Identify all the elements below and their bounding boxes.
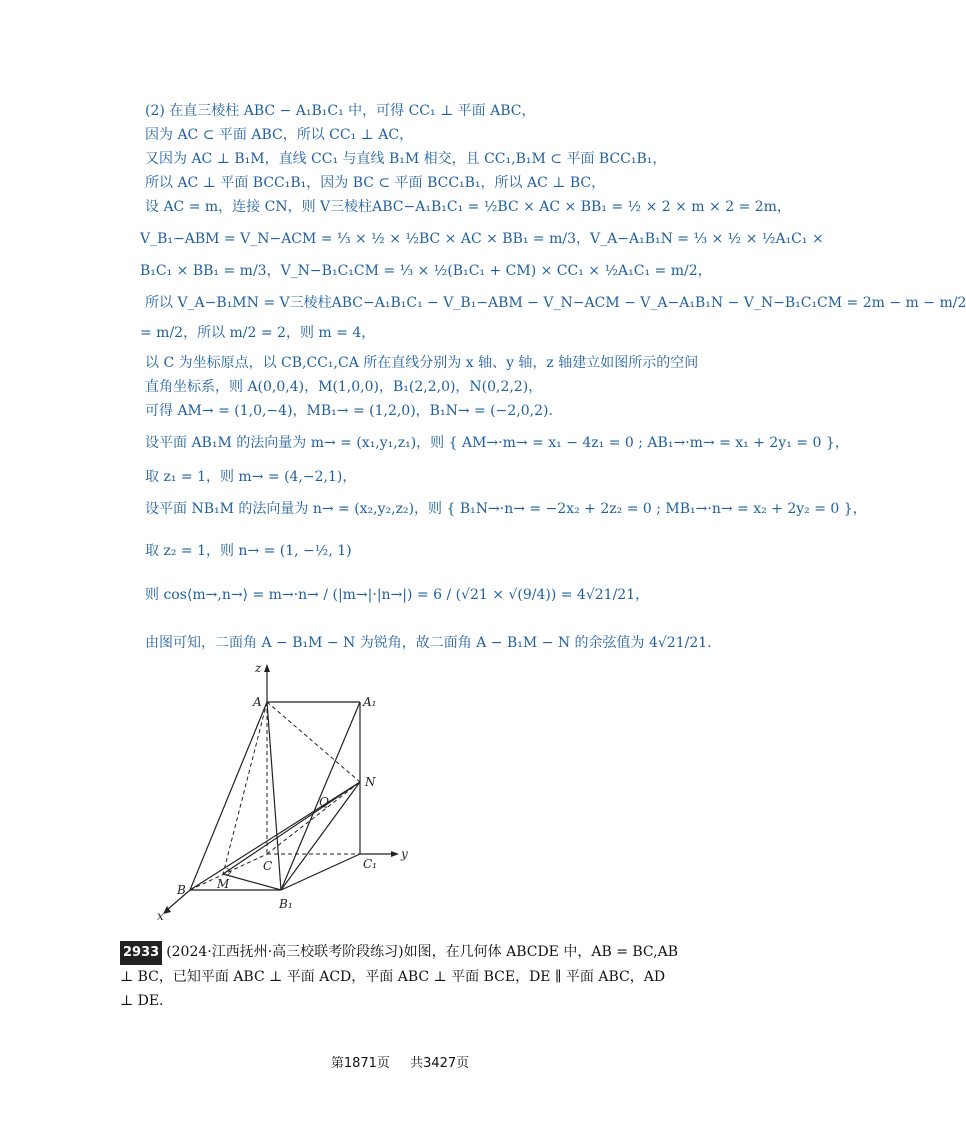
label-c1: C₁ bbox=[363, 857, 377, 871]
hidden-edge-a-n bbox=[267, 702, 360, 782]
z-arrow bbox=[264, 664, 270, 672]
problem-number: 2933 bbox=[120, 941, 162, 965]
solution-line-18: 由图可知，二面角 A − B₁M − N 为锐角，故二面角 A − B₁M − N 的余弦值为 4√21/21. bbox=[145, 635, 712, 651]
solution-line-10: 以 C 为坐标原点，以 CB,CC₁,CA 所在直线分别为 x 轴、y 轴，z 轴建立如图所示的空间 bbox=[145, 355, 699, 371]
solution-line-16: 取 z₂ = 1，则 n→ = (1, −½, 1) bbox=[145, 543, 352, 559]
solution-line-2: 因为 AC ⊂ 平面 ABC，所以 CC₁ ⊥ AC， bbox=[145, 127, 414, 143]
solution-line-4: 所以 AC ⊥ 平面 BCC₁B₁，因为 BC ⊂ 平面 BCC₁B₁，所以 AC ⊥ BC， bbox=[145, 175, 606, 191]
label-m: M bbox=[217, 877, 230, 891]
label-b1: B₁ bbox=[279, 897, 293, 911]
solution-line-13: 设平面 AB₁M 的法向量为 m→ = (x₁,y₁,z₁)，则 { AM→·m→ = x₁ − 4z₁ = 0 ; AB₁→·m→ = x₁ + 2y₁ = 0 }， bbox=[145, 435, 849, 451]
edge-m-n bbox=[223, 782, 360, 874]
solution-line-9: = m/2，所以 m/2 = 2，则 m = 4， bbox=[140, 325, 376, 341]
solution-line-15: 设平面 NB₁M 的法向量为 n→ = (x₂,y₂,z₂)，则 { B₁N→·n→ = −2x₂ + 2z₂ = 0 ; MB₁→·n→ = x₂ + 2y₂ = 0 }， bbox=[145, 501, 867, 517]
label-b: B bbox=[177, 883, 186, 897]
total-pages: 共3427页 bbox=[410, 1056, 470, 1071]
solution-line-5: 设 AC = m，连接 CN，则 V三棱柱ABC−A₁B₁C₁ = ½BC × AC × BB₁ = ½ × 2 × m × 2 = 2m， bbox=[145, 199, 791, 215]
page-footer bbox=[0, 1052, 800, 1071]
page-number: 第1871页 bbox=[330, 1056, 390, 1071]
edge-b-n bbox=[190, 782, 360, 890]
solution-line-7: B₁C₁ × BB₁ = m/3，V_N−B₁C₁CM = ⅓ × ½(B₁C₁ + CM) × CC₁ × ½A₁C₁ = m/2， bbox=[140, 263, 712, 279]
label-z: z bbox=[255, 661, 262, 675]
label-a: A bbox=[253, 695, 262, 709]
label-c: C bbox=[263, 859, 273, 873]
solution-line-1: (2) 在直三棱柱 ABC − A₁B₁C₁ 中，可得 CC₁ ⊥ 平面 ABC， bbox=[145, 103, 536, 119]
problem-block bbox=[120, 940, 680, 1013]
edge-b1-c1 bbox=[281, 854, 360, 890]
edge-a-b bbox=[190, 702, 267, 890]
prism-figure bbox=[155, 662, 435, 924]
label-a1: A₁ bbox=[363, 695, 377, 709]
problem-text: (2024·江西抚州·高三校联考阶段练习)如图，在几何体 ABCDE 中，AB = BC,AB ⊥ BC，已知平面 ABC ⊥ 平面 ACD，平面 ABC ⊥ 平面 BCE，DE ∥ 平面 ABC，AD ⊥ DE. bbox=[120, 944, 678, 1009]
edge-b1-m bbox=[223, 874, 281, 890]
solution-line-6: V_B₁−ABM = V_N−ACM = ⅓ × ½ × ½BC × AC × BB₁ = m/3，V_A−A₁B₁N = ⅓ × ½ × ½A₁C₁ × bbox=[140, 231, 824, 247]
solution-line-14: 取 z₁ = 1，则 m→ = (4,−2,1)， bbox=[145, 469, 357, 485]
solution-line-12: 可得 AM→ = (1,0,−4)，MB₁→ = (1,2,0)，B₁N→ = (−2,0,2). bbox=[145, 403, 553, 419]
label-n: N bbox=[365, 775, 376, 789]
solution-line-11: 直角坐标系，则 A(0,0,4)，M(1,0,0)，B₁(2,2,0)，N(0,2,2)， bbox=[145, 379, 543, 395]
label-q: Q bbox=[319, 795, 329, 809]
solution-line-17: 则 cos⟨m→,n→⟩ = m→·n→ / (|m→|·|n→|) = 6 / (√21 × √(9/4)) = 4√21/21， bbox=[145, 587, 650, 603]
label-x: x bbox=[157, 909, 164, 923]
label-y: y bbox=[401, 847, 408, 861]
prism-diagram bbox=[155, 662, 435, 924]
solution-line-3: 又因为 AC ⊥ B₁M，直线 CC₁ 与直线 B₁M 相交，且 CC₁,B₁M ⊂ 平面 BCC₁B₁， bbox=[145, 151, 667, 167]
hidden-edge-c-n bbox=[267, 782, 360, 854]
y-arrow bbox=[391, 851, 399, 857]
solution-line-8: 所以 V_A−B₁MN = V三棱柱ABC−A₁B₁C₁ − V_B₁−ABM − V_N−ACM − V_A−A₁B₁N − V_N−B₁C₁CM = 2m − m − m/2 bbox=[145, 295, 966, 311]
